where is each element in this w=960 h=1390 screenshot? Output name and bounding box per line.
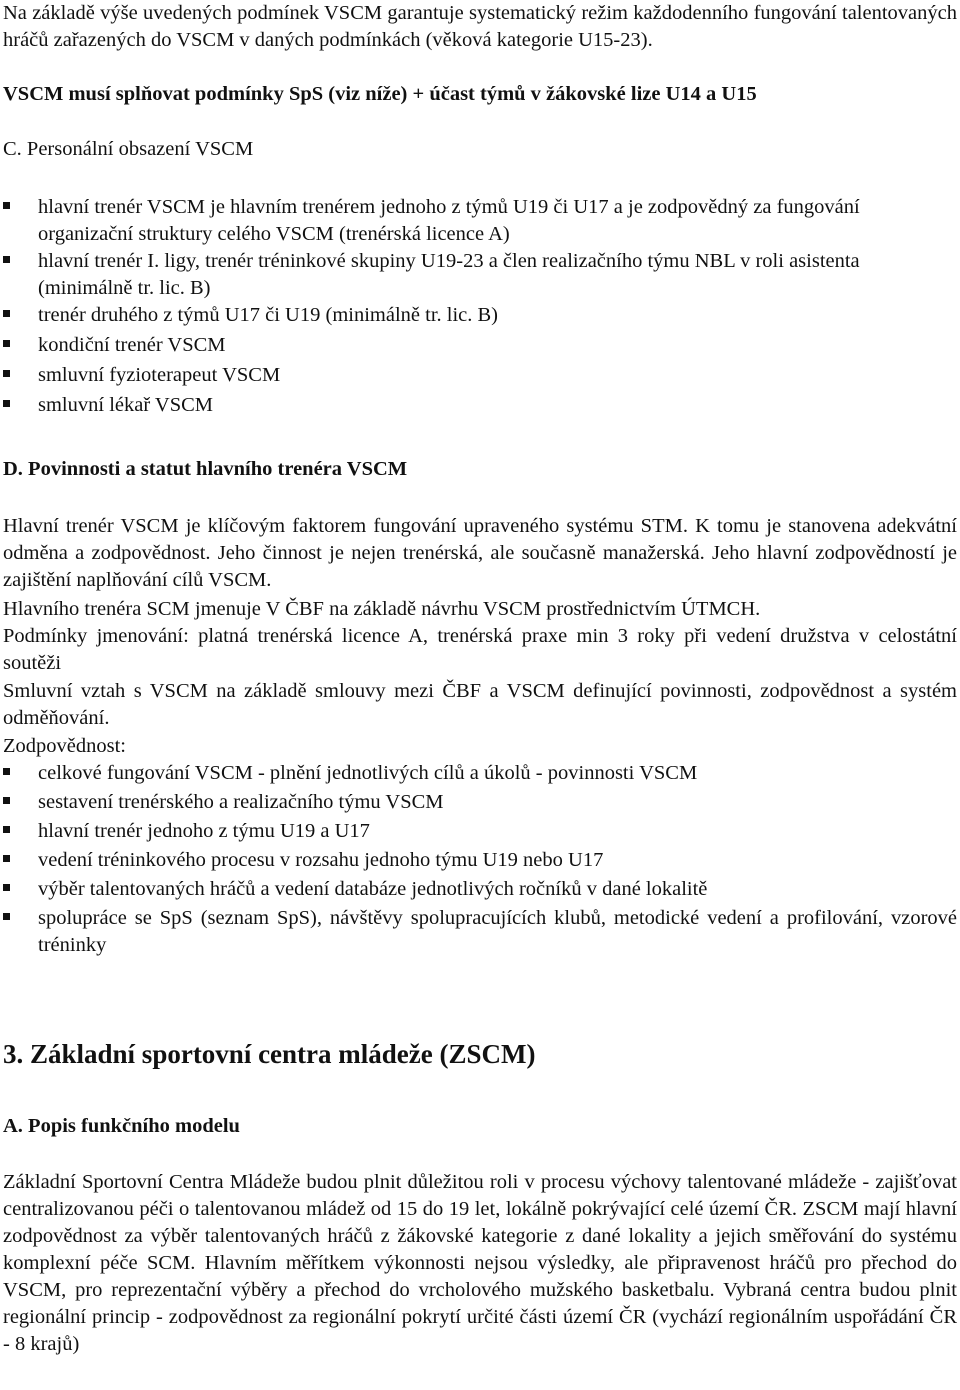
section-d-appointment: Hlavního trenéra SCM jmenuje V ČBF na základě návrhu VSCM prostřednictvím ÚTMCH. xyxy=(3,598,761,620)
section-d-paragraph: Hlavní trenér VSCM je klíčovým faktorem fungování upraveného systému STM. K tomu je stanovena adekvátní odměna a zodpovědnost. Jeho činnost je nejen trenérská, ale současně manažerská. Jeho hlavní zodpovědností je zajištění naplňování cílů VSCM. xyxy=(3,515,957,591)
list-item xyxy=(3,362,957,389)
list-item-text: hlavní trenér jednoho z týmu U19 a U17 xyxy=(38,820,370,842)
list-item xyxy=(3,789,957,816)
list-item-text: hlavní trenér I. ligy, trenér tréninkové skupiny U19-23 a člen realizačního týmu NBL v roli asistenta (minimálně tr. lic. B) xyxy=(38,250,860,299)
bullet-square-icon xyxy=(3,370,10,377)
section-3-heading: 3. Základní sportovní centra mládeže (ZSCM) xyxy=(3,1039,536,1069)
list-item-text: vedení tréninkového procesu v rozsahu jednoho týmu U19 nebo U17 xyxy=(38,849,604,871)
bullet-square-icon xyxy=(3,768,10,775)
section-c-list xyxy=(3,194,957,419)
section-3a-heading: A. Popis funkčního modelu xyxy=(3,1115,240,1137)
intro-paragraph: Na základě výše uvedených podmínek VSCM garantuje systematický režim každodenního fungování talentovaných hráčů zařazených do VSCM v daných podmínkách (věková kategorie U15-23). xyxy=(3,2,957,51)
list-item xyxy=(3,194,957,248)
bullet-square-icon xyxy=(3,256,10,263)
list-item-text: smluvní fyzioterapeut VSCM xyxy=(38,364,281,386)
list-item xyxy=(3,760,957,787)
list-item xyxy=(3,876,957,903)
list-item xyxy=(3,818,957,845)
bullet-square-icon xyxy=(3,202,10,209)
bullet-square-icon xyxy=(3,884,10,891)
list-item xyxy=(3,392,957,419)
list-item xyxy=(3,332,957,359)
list-item xyxy=(3,847,957,874)
bullet-square-icon xyxy=(3,826,10,833)
list-item-text: smluvní lékař VSCM xyxy=(38,394,214,416)
list-item xyxy=(3,905,957,959)
responsibility-label: Zodpovědnost: xyxy=(3,735,126,757)
section-3-paragraph: Základní Sportovní Centra Mládeže budou plnit důležitou roli v procesu výchovy talentované mládeže - zajišťovat centralizovanou péči o talentovanou mládež od 15 do 19 let, lokálně pokrývající celé území ČR. ZSCM mají hlavní zodpovědnost za výběr talentovaných hráčů z žákovské kategorie z dané lokality a jejich směřování do systému komplexní péče SCM. Hlavním měřítkem výkonnosti nejsou výsledky, ale připravenost hráčů pro přechod do VSCM, pro reprezentační výběry a přechod do vrcholového mužského basketbalu. Vybraná centra budou plnit regionální princip - zodpovědnost za regionální pokrytí určité části území ČR (vychází regionálním uspořádání ČR - 8 krajů) xyxy=(3,1171,957,1355)
list-item xyxy=(3,248,957,302)
bullet-square-icon xyxy=(3,400,10,407)
bullet-square-icon xyxy=(3,310,10,317)
list-item-text: výběr talentovaných hráčů a vedení databáze jednotlivých ročníků v dané lokalitě xyxy=(38,878,708,900)
list-item-text: trenér druhého z týmů U17 či U19 (minimálně tr. lic. B) xyxy=(38,304,498,326)
list-item-text: kondiční trenér VSCM xyxy=(38,334,226,356)
list-item-text: celkové fungování VSCM - plnění jednotlivých cílů a úkolů - povinnosti VSCM xyxy=(38,762,698,784)
bullet-square-icon xyxy=(3,797,10,804)
intro-requirement: VSCM musí splňovat podmínky SpS (viz níže) + účast týmů v žákovské lize U14 a U15 xyxy=(3,83,757,105)
list-item-text: hlavní trenér VSCM je hlavním trenérem jednoho z týmů U19 či U17 a je zodpovědný za fungování organizační struktury celého VSCM (trenérská licence A) xyxy=(38,196,860,245)
section-d-heading: D. Povinnosti a statut hlavního trenéra VSCM xyxy=(3,458,408,480)
section-d-conditions: Podmínky jmenování: platná trenérská licence A, trenérská praxe min 3 roky při vedení družstva v celostátní soutěži xyxy=(3,625,957,674)
bullet-square-icon xyxy=(3,913,10,920)
responsibility-list xyxy=(3,760,957,959)
section-c-heading: C. Personální obsazení VSCM xyxy=(3,138,254,160)
bullet-square-icon xyxy=(3,855,10,862)
section-d-contract: Smluvní vztah s VSCM na základě smlouvy mezi ČBF a VSCM definující povinnosti, zodpovědnost a systém odměňování. xyxy=(3,680,957,729)
list-item-text: spolupráce se SpS (seznam SpS), návštěvy spolupracujících klubů, metodické vedení a profilování, vzorové tréninky xyxy=(38,907,957,956)
list-item-text: sestavení trenérského a realizačního týmu VSCM xyxy=(38,791,444,813)
list-item xyxy=(3,302,957,329)
bullet-square-icon xyxy=(3,340,10,347)
